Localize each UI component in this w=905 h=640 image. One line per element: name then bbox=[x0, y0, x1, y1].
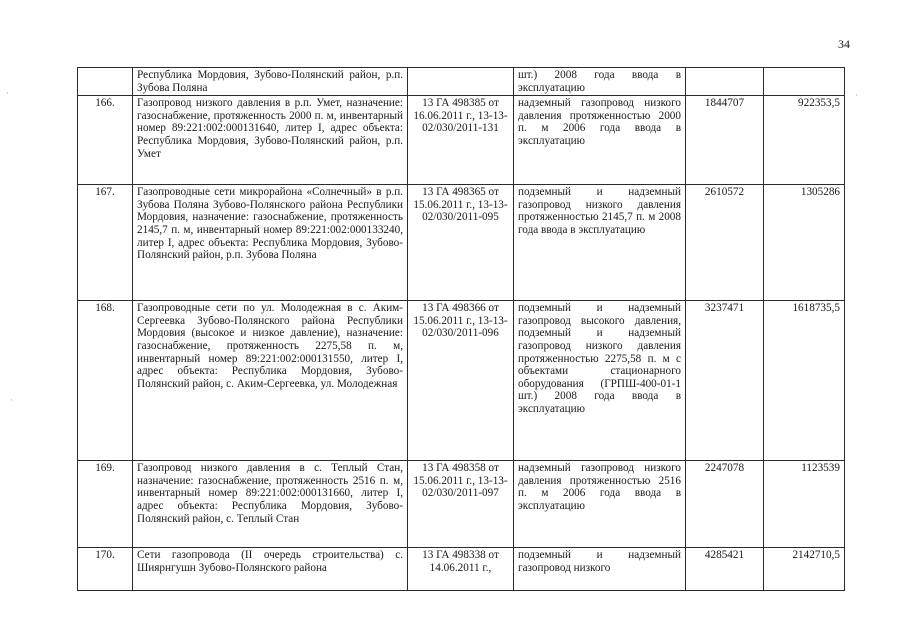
book-value: 1844707 bbox=[686, 96, 764, 185]
scan-mark: · bbox=[10, 395, 13, 405]
residual-value: 1305286 bbox=[764, 185, 845, 301]
object-description: Республика Мордовия, Зубово-Полянский район, р.п. Зубова Поляна bbox=[133, 68, 408, 96]
row-number: 168. bbox=[78, 301, 133, 461]
registration-certificate: 13 ГА 498366 от 15.06.2011 г., 13-13-02/030/2011-096 bbox=[408, 301, 514, 461]
table-row bbox=[78, 548, 845, 591]
scan-mark: · bbox=[6, 88, 9, 98]
scan-mark: · bbox=[825, 295, 828, 305]
row-number bbox=[78, 68, 133, 96]
row-number: 170. bbox=[78, 548, 133, 591]
object-characteristics: шт.) 2008 года ввода в эксплуатацию bbox=[514, 68, 686, 96]
book-value bbox=[686, 68, 764, 96]
object-description: Газопроводные сети микрорайона «Солнечный» в р.п. Зубова Поляна Зубово-Полянского района Республики Мордовия, назначение: газоснабжение, протяженность 2145,7 п. м, инвентарный номер 89:221:002:000133240, литер I, адрес объекта: Республика Мордовия, Зубово-Полянский район, р.п. Зубова Поляна bbox=[133, 185, 408, 301]
book-value: 2247078 bbox=[686, 461, 764, 548]
residual-value bbox=[764, 68, 845, 96]
object-description: Газопровод низкого давления в с. Теплый Стан, назначение: газоснабжение, протяженность 2516 п. м, инвентарный номер 89:221:002:000131660, литер I, адрес объекта: Республика Мордовия, Зубово-Полянский район, с. Теплый Стан bbox=[133, 461, 408, 548]
page-number: 34 bbox=[838, 37, 850, 51]
book-value: 3237471 bbox=[686, 301, 764, 461]
row-number: 166. bbox=[78, 96, 133, 185]
object-characteristics: подземный и надземный газопровод низкого давления протяженностью 2145,7 п. м 2008 года ввода в эксплуатацию bbox=[514, 185, 686, 301]
table-row bbox=[78, 461, 845, 548]
book-value: 2610572 bbox=[686, 185, 764, 301]
residual-value: 2142710,5 bbox=[764, 548, 845, 591]
object-characteristics: надземный газопровод низкого давления протяженностью 2516 п. м 2006 года ввода в эксплуатацию bbox=[514, 461, 686, 548]
book-value: 4285421 bbox=[686, 548, 764, 591]
object-description: Газопровод низкого давления в р.п. Умет, назначение: газоснабжение, протяженность 2000 п. м, инвентарный номер 89:221:002:000131640, литер I, адрес объекта: Республика Мордовия, Зубово-Полянский район, р.п. Умет bbox=[133, 96, 408, 185]
object-characteristics: подземный и надземный газопровод высокого давления, подземный и надземный газопровод низкого давления протяженностью 2275,58 п. м с объектами стационарного оборудования (ГРПШ-400-01-1 шт.) 2008 года ввода в эксплуатацию bbox=[514, 301, 686, 461]
table-row bbox=[78, 185, 845, 301]
residual-value: 922353,5 bbox=[764, 96, 845, 185]
table-row bbox=[78, 96, 845, 185]
registration-certificate: 13 ГА 498365 от 15.06.2011 г., 13-13-02/030/2011-095 bbox=[408, 185, 514, 301]
registration-certificate: 13 ГА 498358 от 15.06.2011 г., 13-13-02/030/2011-097 bbox=[408, 461, 514, 548]
residual-value: 1618735,5 bbox=[764, 301, 845, 461]
object-characteristics: надземный газопровод низкого давления протяженностью 2000 п. м 2006 года ввода в эксплуатацию bbox=[514, 96, 686, 185]
row-number: 167. bbox=[78, 185, 133, 301]
object-description: Сети газопровода (II очередь строительства) с. Шиярнгушн Зубово-Полянского района bbox=[133, 548, 408, 591]
property-registry-table bbox=[77, 67, 845, 591]
registration-certificate: 13 ГА 498385 от 16.06.2011 г., 13-13-02/030/2011-131 bbox=[408, 96, 514, 185]
scan-mark: · bbox=[855, 90, 858, 100]
residual-value: 1123539 bbox=[764, 461, 845, 548]
registration-certificate: 13 ГА 498338 от 14.06.2011 г., bbox=[408, 548, 514, 591]
object-description: Газопроводные сети по ул. Молодежная в с. Аким-Сергеевка Зубово-Полянского района Республики Мордовия (высокое и низкое давление), назначение: газоснабжение, протяженность 2275,58 п. м, инвентарный номер 89:221:002:000131550, литер I, адрес объекта: Республика Мордовия, Зубово-Полянский район, с. Аким-Сергеевка, ул. Молодежная bbox=[133, 301, 408, 461]
registration-certificate bbox=[408, 68, 514, 96]
table-row bbox=[78, 68, 845, 96]
table-row bbox=[78, 301, 845, 461]
object-characteristics: подземный и надземный газопровод низкого bbox=[514, 548, 686, 591]
row-number: 169. bbox=[78, 461, 133, 548]
